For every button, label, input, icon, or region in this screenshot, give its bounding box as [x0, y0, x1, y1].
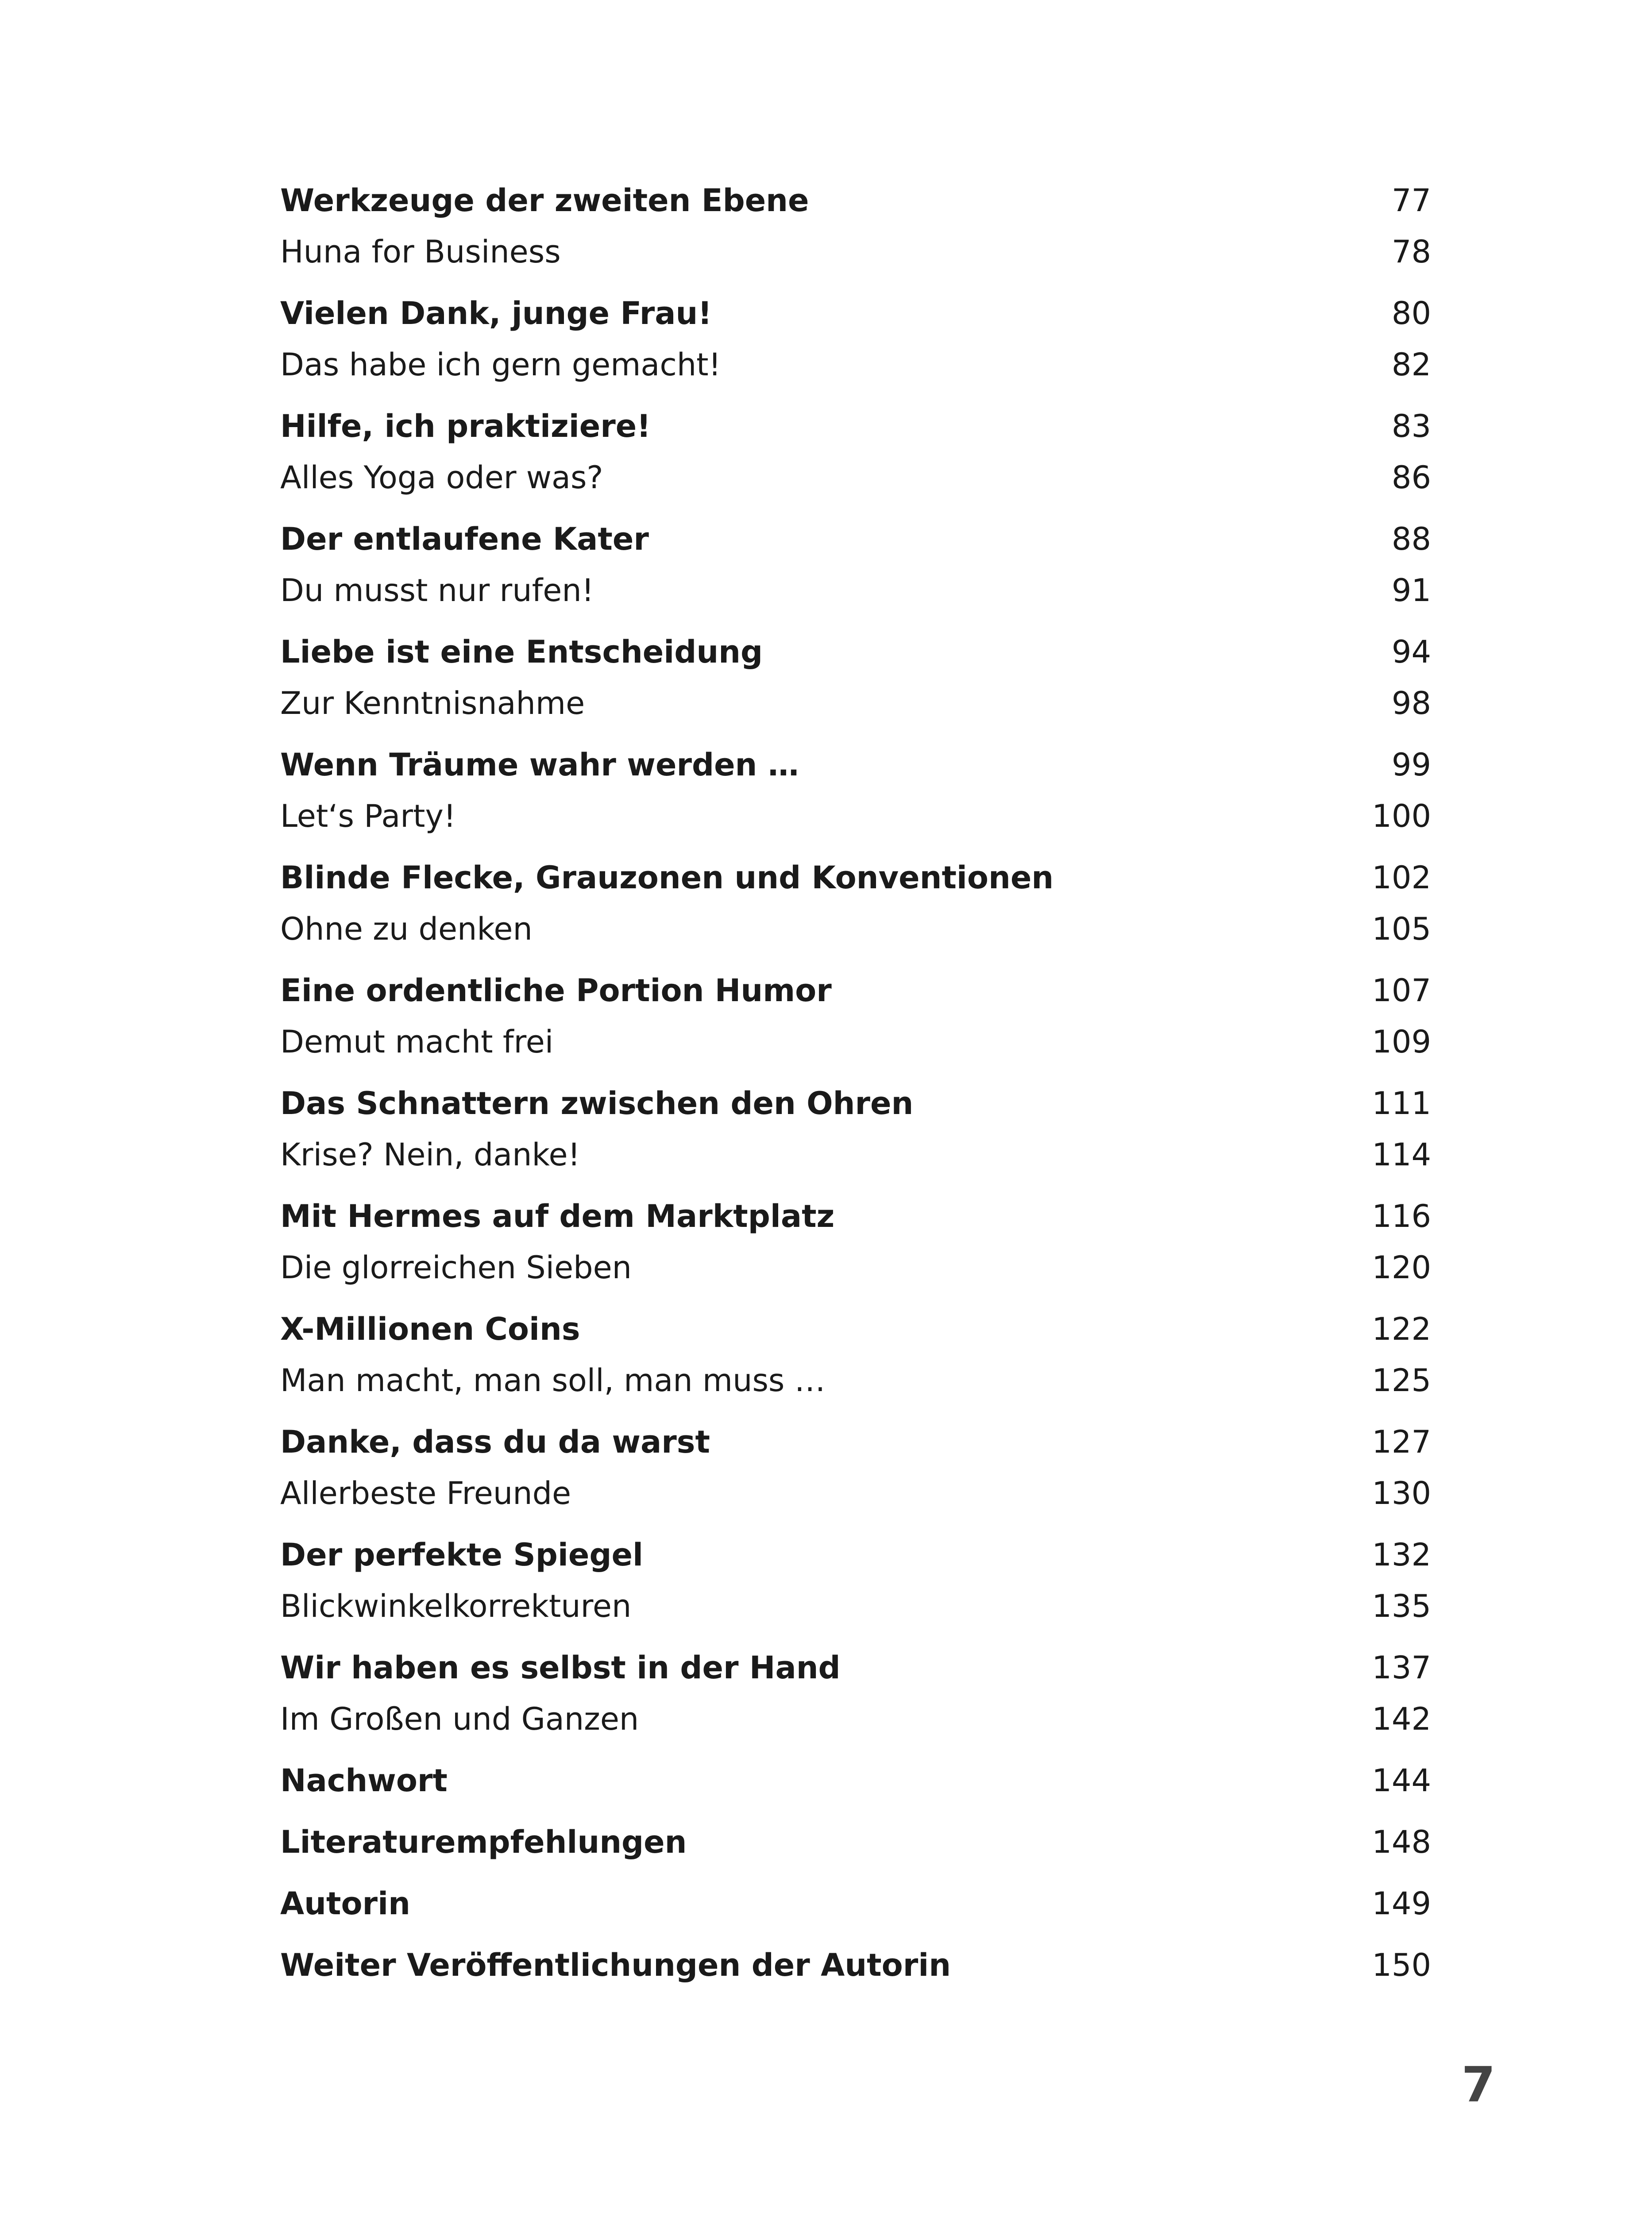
toc-entry-title: Man macht, man soll, man muss … — [280, 1362, 826, 1399]
toc-entry-title: Huna for Business — [280, 234, 561, 270]
toc-entry[interactable] — [280, 1755, 1431, 1806]
toc-entry[interactable] — [280, 739, 1431, 790]
toc-entry-title: Autorin — [280, 1885, 410, 1922]
toc-entry-page: 91 — [1391, 572, 1431, 609]
toc-entry-page: 99 — [1391, 747, 1431, 783]
toc-entry-page: 82 — [1391, 347, 1431, 383]
toc-entry-title: Das Schnattern zwischen den Ohren — [280, 1085, 914, 1122]
toc-entry-page: 100 — [1372, 798, 1431, 834]
toc-entry-title: Der perfekte Spiegel — [280, 1537, 643, 1573]
toc-entry[interactable] — [280, 1191, 1431, 1242]
toc-entry-page: 98 — [1391, 685, 1431, 721]
toc-entry[interactable] — [280, 1416, 1431, 1468]
toc-entry[interactable] — [280, 401, 1431, 452]
toc-entry-page: 122 — [1372, 1311, 1431, 1347]
toc-entry[interactable] — [280, 1529, 1431, 1581]
toc-entry[interactable] — [280, 852, 1431, 903]
toc-entry-title: Blickwinkelkorrekturen — [280, 1588, 632, 1624]
toc-entry[interactable] — [280, 1303, 1431, 1355]
toc-entry-page: 80 — [1391, 295, 1431, 332]
table-of-contents — [280, 175, 1431, 1991]
toc-entry-title: Demut macht frei — [280, 1024, 554, 1060]
toc-entry-page: 78 — [1391, 234, 1431, 270]
toc-entry[interactable] — [280, 626, 1431, 678]
toc-entry[interactable] — [280, 1939, 1431, 1991]
toc-entry[interactable] — [280, 1129, 1431, 1180]
toc-entry-title: Krise? Nein, danke! — [280, 1137, 580, 1173]
toc-entry[interactable] — [280, 790, 1431, 842]
toc-entry[interactable] — [280, 965, 1431, 1016]
toc-entry-page: 135 — [1372, 1588, 1431, 1624]
toc-entry-title: Zur Kenntnisnahme — [280, 685, 585, 721]
toc-entry-page: 111 — [1372, 1085, 1431, 1122]
toc-entry[interactable] — [280, 1642, 1431, 1693]
toc-entry-title: Vielen Dank, junge Frau! — [280, 295, 712, 332]
toc-entry-title: Wenn Träume wahr werden … — [280, 747, 799, 783]
toc-entry-title: Die glorreichen Sieben — [280, 1249, 632, 1286]
toc-entry-page: 120 — [1372, 1249, 1431, 1286]
toc-entry-title: Du musst nur rufen! — [280, 572, 594, 609]
toc-entry-page: 105 — [1372, 911, 1431, 947]
toc-entry-page: 125 — [1372, 1362, 1431, 1399]
toc-entry-title: Mit Hermes auf dem Marktplatz — [280, 1198, 835, 1234]
toc-entry-page: 144 — [1372, 1762, 1431, 1799]
toc-entry[interactable] — [280, 226, 1431, 278]
toc-entry[interactable] — [280, 1242, 1431, 1293]
toc-entry[interactable] — [280, 175, 1431, 226]
toc-entry-page: 86 — [1391, 459, 1431, 496]
toc-entry[interactable] — [280, 1078, 1431, 1129]
toc-entry-page: 132 — [1372, 1537, 1431, 1573]
toc-entry[interactable] — [280, 565, 1431, 616]
toc-entry[interactable] — [280, 339, 1431, 390]
toc-entry-title: Ohne zu denken — [280, 911, 533, 947]
toc-entry-title: Das habe ich gern gemacht! — [280, 347, 721, 383]
toc-entry-page: 77 — [1391, 182, 1431, 219]
toc-entry-title: Der entlaufene Kater — [280, 521, 649, 557]
toc-entry-title: Blinde Flecke, Grauzonen und Konventionen — [280, 860, 1054, 896]
toc-entry-title: X-Millionen Coins — [280, 1311, 580, 1347]
toc-entry[interactable] — [280, 1693, 1431, 1745]
toc-entry-title: Liebe ist eine Entscheidung — [280, 634, 763, 670]
toc-entry[interactable] — [280, 1581, 1431, 1632]
toc-entry-page: 88 — [1391, 521, 1431, 557]
toc-entry-page: 109 — [1372, 1024, 1431, 1060]
toc-entry-page: 114 — [1372, 1137, 1431, 1173]
toc-entry[interactable] — [280, 1468, 1431, 1519]
toc-entry-title: Danke, dass du da warst — [280, 1424, 710, 1460]
toc-entry-title: Eine ordentliche Portion Humor — [280, 972, 832, 1009]
toc-entry-page: 130 — [1372, 1475, 1431, 1511]
toc-entry-page: 116 — [1372, 1198, 1431, 1234]
toc-entry-page: 102 — [1372, 860, 1431, 896]
toc-entry-title: Alles Yoga oder was? — [280, 459, 603, 496]
toc-entry[interactable] — [280, 903, 1431, 955]
toc-entry-page: 148 — [1372, 1824, 1431, 1860]
toc-entry-title: Allerbeste Freunde — [280, 1475, 571, 1511]
toc-entry-page: 137 — [1372, 1650, 1431, 1686]
toc-entry-title: Im Großen und Ganzen — [280, 1701, 639, 1737]
toc-entry-title: Wir haben es selbst in der Hand — [280, 1650, 841, 1686]
toc-entry-page: 83 — [1391, 408, 1431, 444]
toc-entry[interactable] — [280, 513, 1431, 565]
page-number: 7 — [1461, 2056, 1496, 2113]
toc-entry-title: Nachwort — [280, 1762, 448, 1799]
toc-entry[interactable] — [280, 1355, 1431, 1406]
toc-entry-title: Weiter Veröffentlichungen der Autorin — [280, 1947, 951, 1983]
toc-entry-page: 127 — [1372, 1424, 1431, 1460]
toc-entry-page: 107 — [1372, 972, 1431, 1009]
toc-entry-title: Werkzeuge der zweiten Ebene — [280, 182, 809, 219]
toc-entry-page: 149 — [1372, 1885, 1431, 1922]
toc-entry-page: 150 — [1372, 1947, 1431, 1983]
toc-entry-page: 142 — [1372, 1701, 1431, 1737]
toc-entry[interactable] — [280, 288, 1431, 339]
toc-entry-title: Literaturempfehlungen — [280, 1824, 687, 1860]
toc-entry[interactable] — [280, 1816, 1431, 1868]
toc-entry-title: Hilfe, ich praktiziere! — [280, 408, 651, 444]
toc-entry[interactable] — [280, 1878, 1431, 1929]
toc-entry[interactable] — [280, 1016, 1431, 1068]
toc-entry[interactable] — [280, 678, 1431, 729]
toc-entry[interactable] — [280, 452, 1431, 503]
toc-entry-page: 94 — [1391, 634, 1431, 670]
toc-entry-title: Let‘s Party! — [280, 798, 456, 834]
